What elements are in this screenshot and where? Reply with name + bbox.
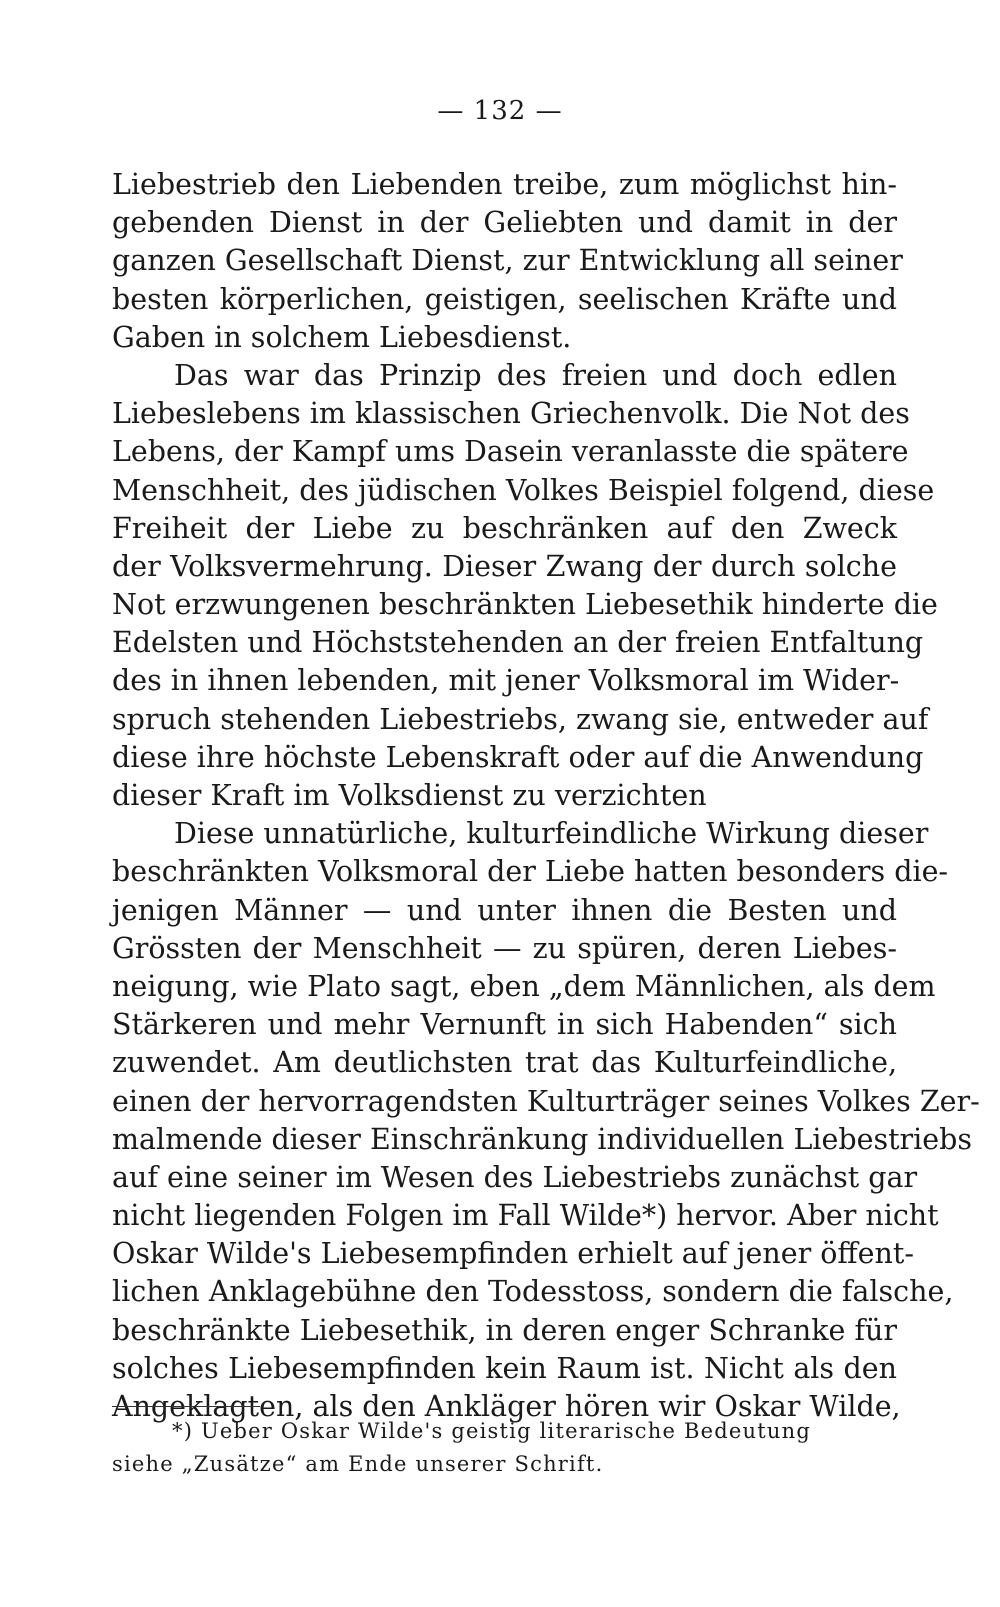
text-line: dieser Kraft im Volksdienst zu verzichten (112, 779, 707, 812)
text-line: Das war das Prinzip des freien und doch edlen (174, 358, 897, 392)
text-line: besten körperlichen, geistigen, seelischen Kräfte und (112, 282, 897, 316)
text-line: Oskar Wilde's Liebesempfinden erhielt auf jener öffent- (112, 1237, 914, 1271)
text-line: der Volksvermehrung. Dieser Zwang der durch solche (112, 549, 897, 583)
text-line: solches Liebesempfinden kein Raum ist. Nicht als den (112, 1351, 897, 1385)
text-line: Diese unnatürliche, kulturfeindliche Wirkung dieser (174, 817, 929, 851)
text-line: Liebeslebens im klassischen Griechenvolk. Die Not des (112, 397, 910, 431)
footnote-line: siehe „Zusätze“ am Ende unserer Schrift. (112, 1452, 604, 1476)
text-line: zuwendet. Am deutlichsten trat das Kulturfeindliche, (112, 1046, 897, 1080)
text-line: Liebestrieb den Liebenden treibe, zum möglichst hin- (112, 168, 897, 201)
text-line: malmende dieser Einschränkung individuellen Liebestriebs (112, 1122, 973, 1156)
text-line: Edelsten und Höchststehenden an der freien Entfaltung (112, 626, 924, 660)
text-line: beschränkte Liebesethik, in deren enger Schranke für (112, 1313, 897, 1347)
text-line: spruch stehenden Liebestriebs, zwang sie, entweder auf (112, 702, 929, 736)
text-line: beschränkten Volksmoral der Liebe hatten besonders die- (112, 855, 949, 889)
text-line: gebenden Dienst in der Geliebten und damit in der (112, 206, 897, 240)
text-line: auf eine seiner im Wesen des Liebestriebs zunächst gar (112, 1160, 918, 1194)
text-line: neigung, wie Plato sagt, eben „dem Männlichen, als dem (112, 969, 936, 1003)
text-line: Not erzwungenen beschränkten Liebesethik hinderte die (112, 588, 938, 622)
text-line: Lebens, der Kampf ums Dasein veranlasste die spätere (112, 435, 909, 469)
footnote (112, 1415, 897, 1481)
text-line: ganzen Gesellschaft Dienst, zur Entwicklung all seiner (112, 244, 903, 278)
text-line: Grössten der Menschheit — zu spüren, deren Liebes- (112, 931, 897, 965)
text-line: einen der hervorragendsten Kulturträger seines Volkes Zer- (112, 1084, 980, 1118)
footnote-line: *) Ueber Oskar Wilde's geistig literarische Bedeutung (172, 1419, 811, 1443)
text-line: Freiheit der Liebe zu beschränken auf den Zweck (112, 511, 897, 545)
footnote-divider (112, 1406, 260, 1407)
text-line: Gaben in solchem Liebesdienst. (112, 320, 572, 354)
text-line: diese ihre höchste Lebenskraft oder auf die Anwendung (112, 740, 924, 774)
body-text (112, 166, 980, 1426)
text-line: Angeklagten, als den Ankläger hören wir Oskar Wilde, (112, 1390, 901, 1423)
text-line: lichen Anklagebühne den Todesstoss, sondern die falsche, (112, 1275, 954, 1309)
page-number: — 132 — (437, 96, 563, 126)
text-line: nicht liegenden Folgen im Fall Wilde*) hervor. Aber nicht (112, 1199, 939, 1233)
text-line: des in ihnen lebenden, mit jener Volksmoral im Wider- (112, 664, 900, 698)
text-line: Menschheit, des jüdischen Volkes Beispiel folgend, diese (112, 473, 935, 507)
text-line: jenigen Männer — und unter ihnen die Besten und (112, 893, 897, 927)
text-line: Stärkeren und mehr Vernunft in sich Habenden“ sich (112, 1008, 897, 1042)
